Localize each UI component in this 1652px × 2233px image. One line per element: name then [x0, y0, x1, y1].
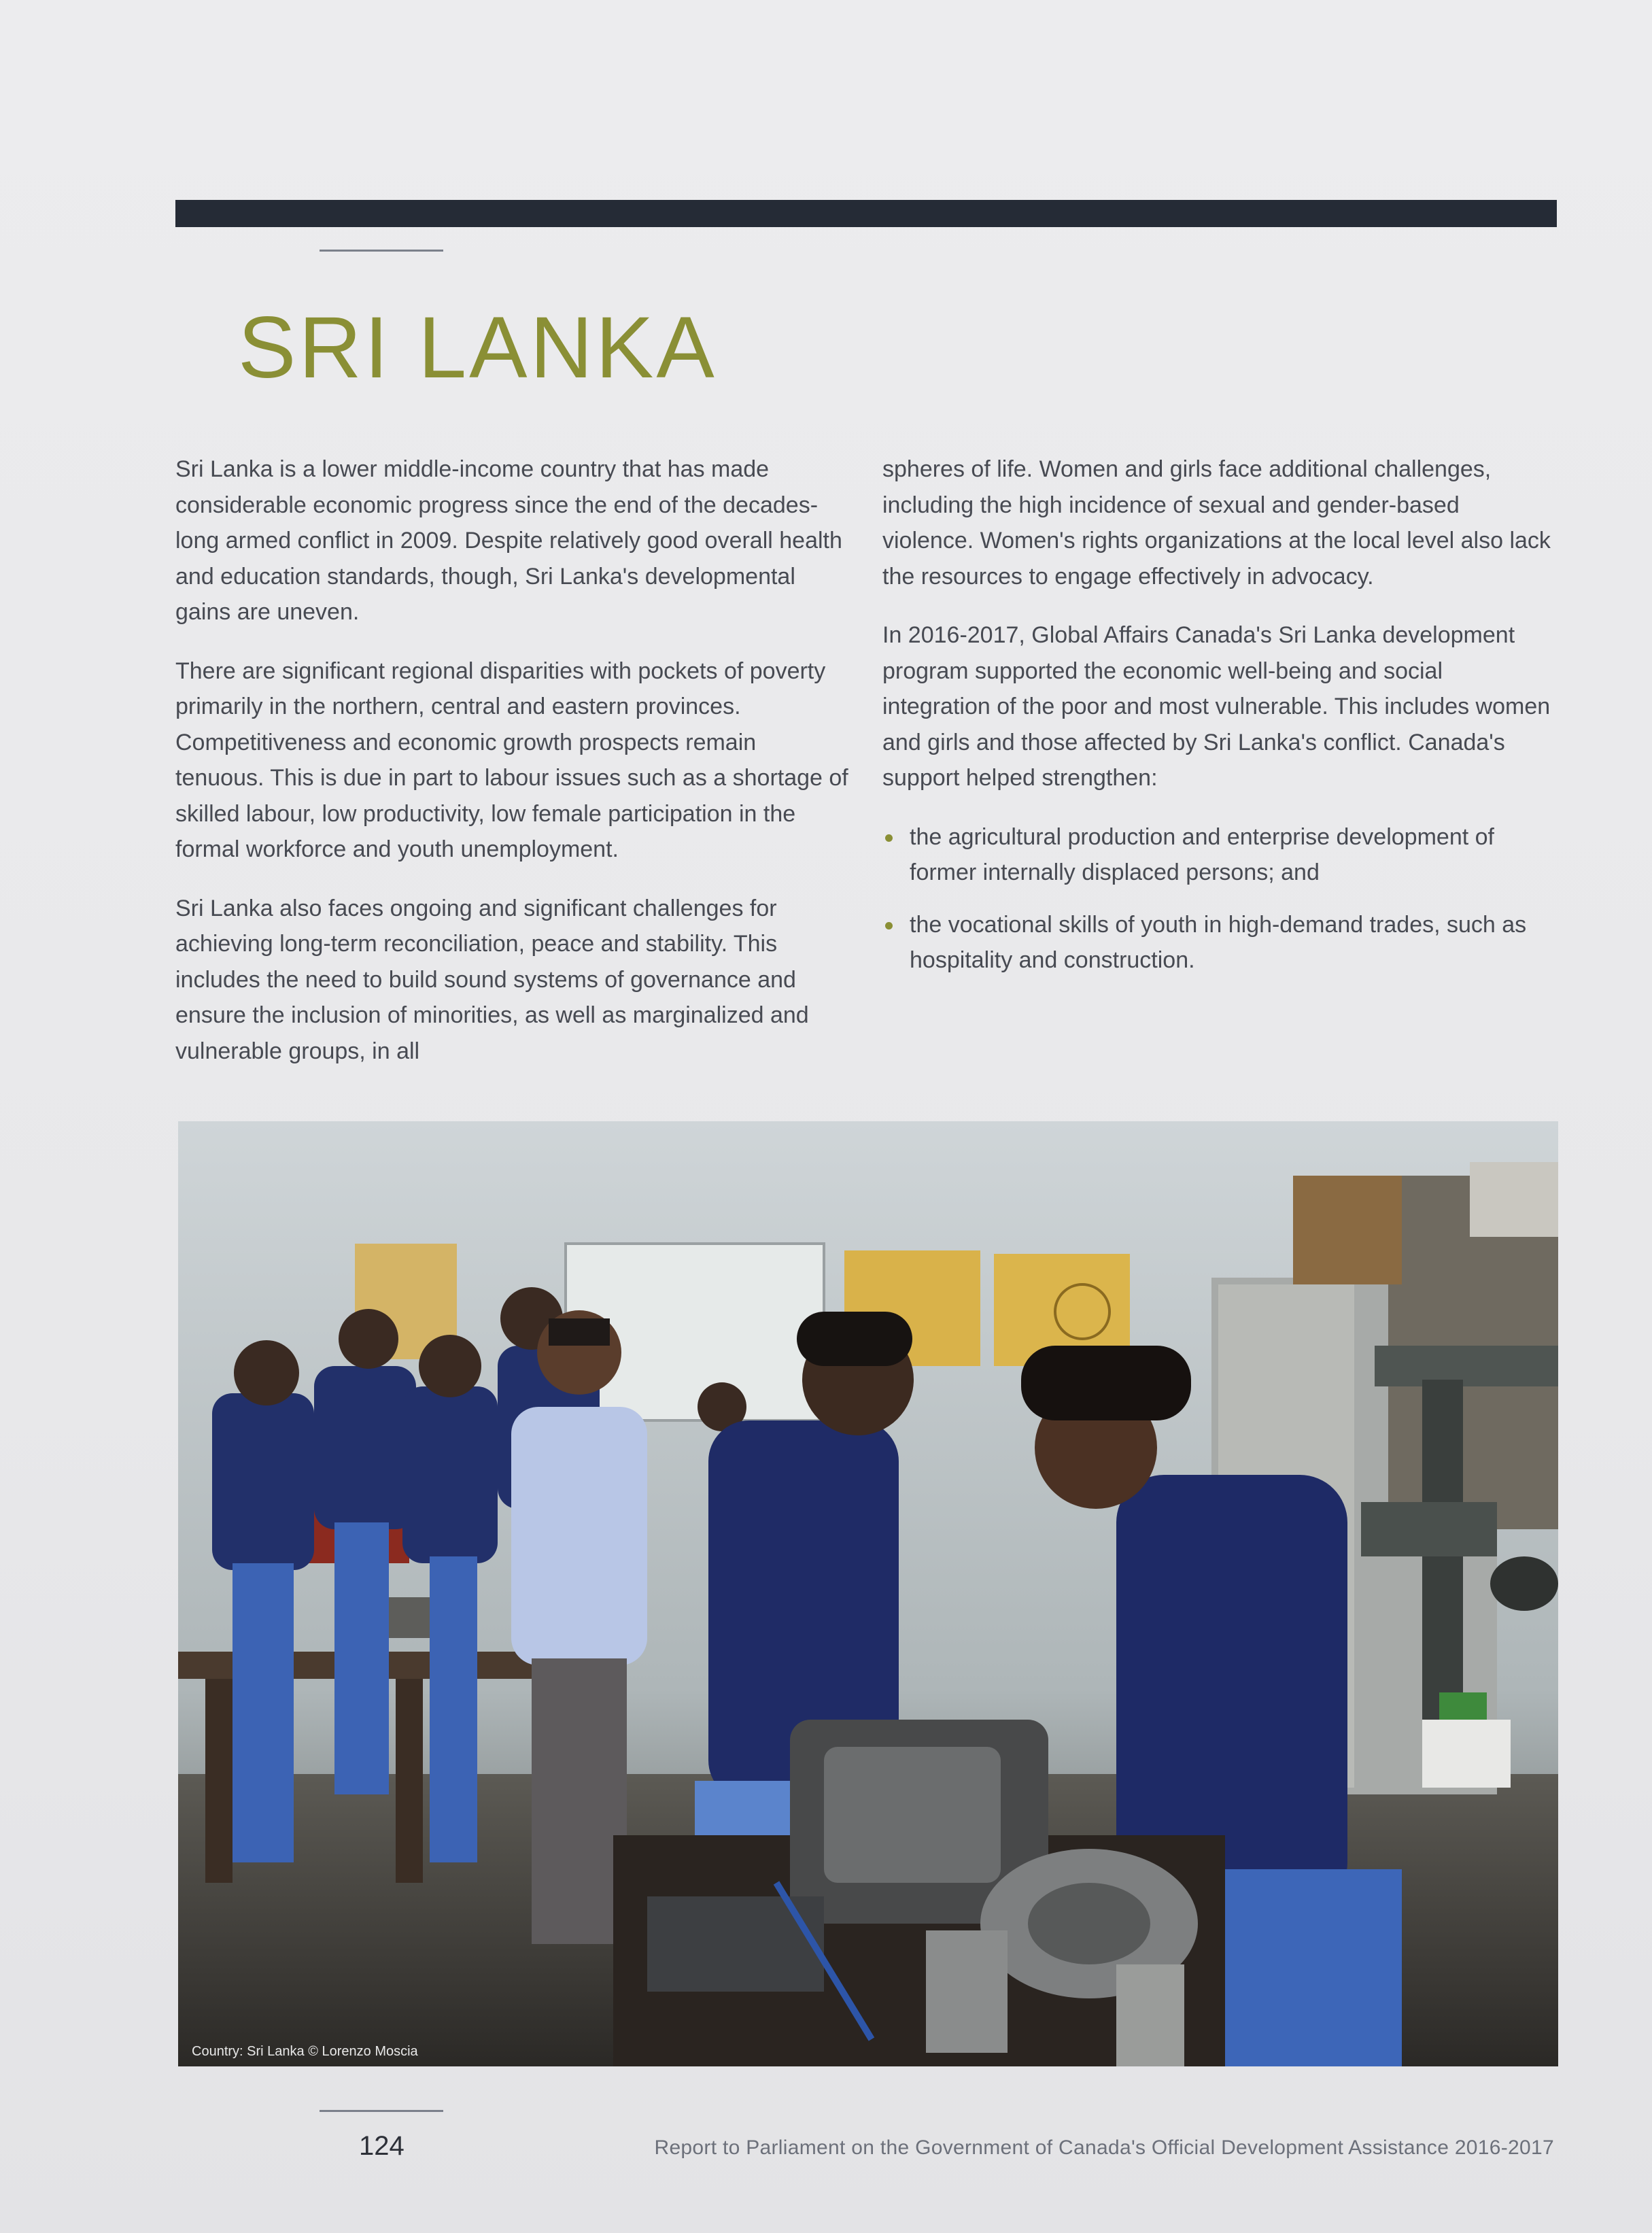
page-number: 124	[359, 2131, 405, 2161]
left-column	[175, 451, 848, 1092]
paragraph-intro: Sri Lanka is a lower middle-income country that has made considerable economic progress since the end of the decades-long armed conflict in 2009. Despite relatively good overall health and education standards, though, Sri Lanka's developmental gains are uneven.	[175, 456, 842, 625]
footer-text: Report to Parliament on the Government of Canada's Official Development Assistance 2016-2017	[654, 2136, 1554, 2159]
page-title: SRI LANKA	[238, 299, 717, 396]
bullet-icon	[885, 834, 893, 842]
paragraph-program: In 2016-2017, Global Affairs Canada's Sri Lanka development program supported the economic well-being and social integration of the poor and most vulnerable. This includes women and girls and those affected by Sri Lanka's conflict. Canada's support helped strengthen:	[882, 622, 1551, 791]
right-column	[882, 451, 1555, 995]
workshop-photo	[178, 1121, 1558, 2066]
list-item: the agricultural production and enterprise development of former internally displaced persons; and	[882, 819, 1555, 891]
paragraph-challenges: Sri Lanka also faces ongoing and significant challenges for achieving long-term reconciliation, peace and stability. This includes the need to build sound systems of governance and ensure the inclusion of minorities, as well as marginalized and vulnerable groups, in all	[175, 895, 809, 1064]
photo-caption: Country: Sri Lanka © Lorenzo Moscia	[192, 2044, 418, 2059]
workshop-illustration	[178, 1121, 1558, 2066]
list-item: the vocational skills of youth in high-demand trades, such as hospitality and construction.	[882, 907, 1555, 978]
bullet-icon	[885, 922, 893, 930]
header-bar	[175, 200, 1557, 227]
footer-rule	[320, 2110, 443, 2112]
paragraph-disparities: There are significant regional disparities with pockets of poverty primarily in the northern, central and eastern provinces. Competitiveness and economic growth prospects remain tenuous. This is due in part to labour issues such as a shortage of skilled labour, low productivity, low female participation in the formal workforce and youth unemployment.	[175, 658, 848, 862]
title-rule	[320, 250, 443, 252]
paragraph-women: spheres of life. Women and girls face additional challenges, including the high incidence of sexual and gender-based violence. Women's rights organizations at the local level also lack the resources to engage effectively in advocacy.	[882, 456, 1551, 590]
support-list	[882, 819, 1555, 978]
